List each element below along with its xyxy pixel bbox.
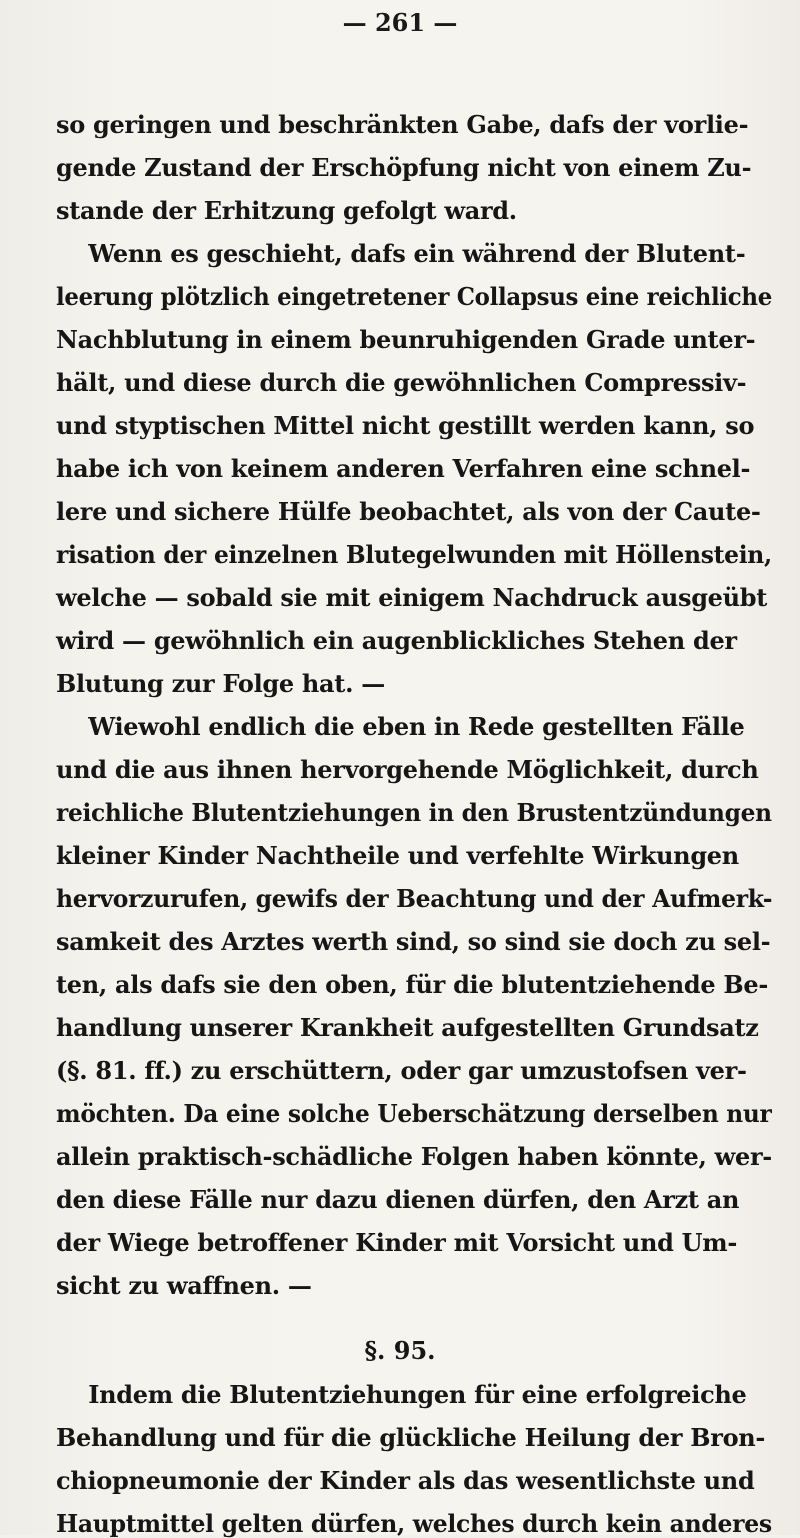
text-line: leerung plötzlich eingetretener Collapsus eine reichliche — [56, 282, 773, 311]
text-line: handlung unserer Krankheit aufgestellten Grundsatz — [56, 1013, 759, 1042]
text-line: chiopneumonie der Kinder als das wesentlichste und — [56, 1466, 755, 1495]
text-line: der Wiege betroffener Kinder mit Vorsicht und Um- — [56, 1228, 738, 1257]
text-line: welche — sobald sie mit einigem Nachdruck ausgeübt — [56, 583, 768, 612]
text-line: allein praktisch-schädliche Folgen haben könnte, wer- — [56, 1142, 772, 1171]
text-line: habe ich von keinem anderen Verfahren eine schnel- — [56, 454, 751, 483]
text-line: Blutung zur Folge hat. — — [56, 669, 385, 698]
text-line: reichliche Blutentziehungen in den Brustentzündungen — [56, 798, 772, 827]
section-heading: §. 95. — [364, 1336, 436, 1365]
text-line: lere und sichere Hülfe beobachtet, als von der Caute- — [56, 497, 761, 526]
text-line: gende Zustand der Erschöpfung nicht von einem Zu- — [56, 153, 752, 182]
text-line: risation der einzelnen Blutegelwunden mit Höllenstein, — [56, 540, 772, 569]
text-line: Wenn es geschieht, dafs ein während der Blutent- — [56, 239, 746, 268]
page-number: — 261 — — [342, 8, 458, 37]
text-line: kleiner Kinder Nachtheile und verfehlte Wirkungen — [56, 841, 739, 870]
text-line: wird — gewöhnlich ein augenblickliches Stehen der — [56, 626, 737, 655]
text-line: Indem die Blutentziehungen für eine erfolgreiche — [56, 1380, 747, 1409]
text-line: und die aus ihnen hervorgehende Möglichkeit, durch — [56, 755, 759, 784]
text-line: ten, als dafs sie den oben, für die blutentziehende Be- — [56, 970, 769, 999]
text-line: Nachblutung in einem beunruhigenden Grade unter- — [56, 325, 756, 354]
text-line: samkeit des Arztes werth sind, so sind sie doch zu sel- — [56, 927, 771, 956]
text-line: hält, und diese durch die gewöhnlichen Compressiv- — [56, 368, 747, 397]
text-line: Hauptmittel gelten dürfen, welches durch kein anderes — [56, 1509, 772, 1538]
text-line: den diese Fälle nur dazu dienen dürfen, den Arzt an — [56, 1185, 740, 1214]
text-line: (§. 81. ff.) zu erschüttern, oder gar umzustofsen ver- — [56, 1056, 747, 1085]
text-line: stande der Erhitzung gefolgt ward. — [56, 196, 517, 225]
text-line: und styptischen Mittel nicht gestillt werden kann, so — [56, 411, 755, 440]
text-line: sicht zu waffnen. — — [56, 1271, 312, 1300]
text-line: so geringen und beschränkten Gabe, dafs der vorlie- — [56, 110, 749, 139]
text-line: hervorzurufen, gewifs der Beachtung und der Aufmerk- — [56, 884, 773, 913]
text-line: Behandlung und für die glückliche Heilung der Bron- — [56, 1423, 766, 1452]
text-line: möchten. Da eine solche Ueberschätzung derselben nur — [56, 1099, 772, 1128]
text-line: Wiewohl endlich die eben in Rede gestellten Fälle — [56, 712, 745, 741]
